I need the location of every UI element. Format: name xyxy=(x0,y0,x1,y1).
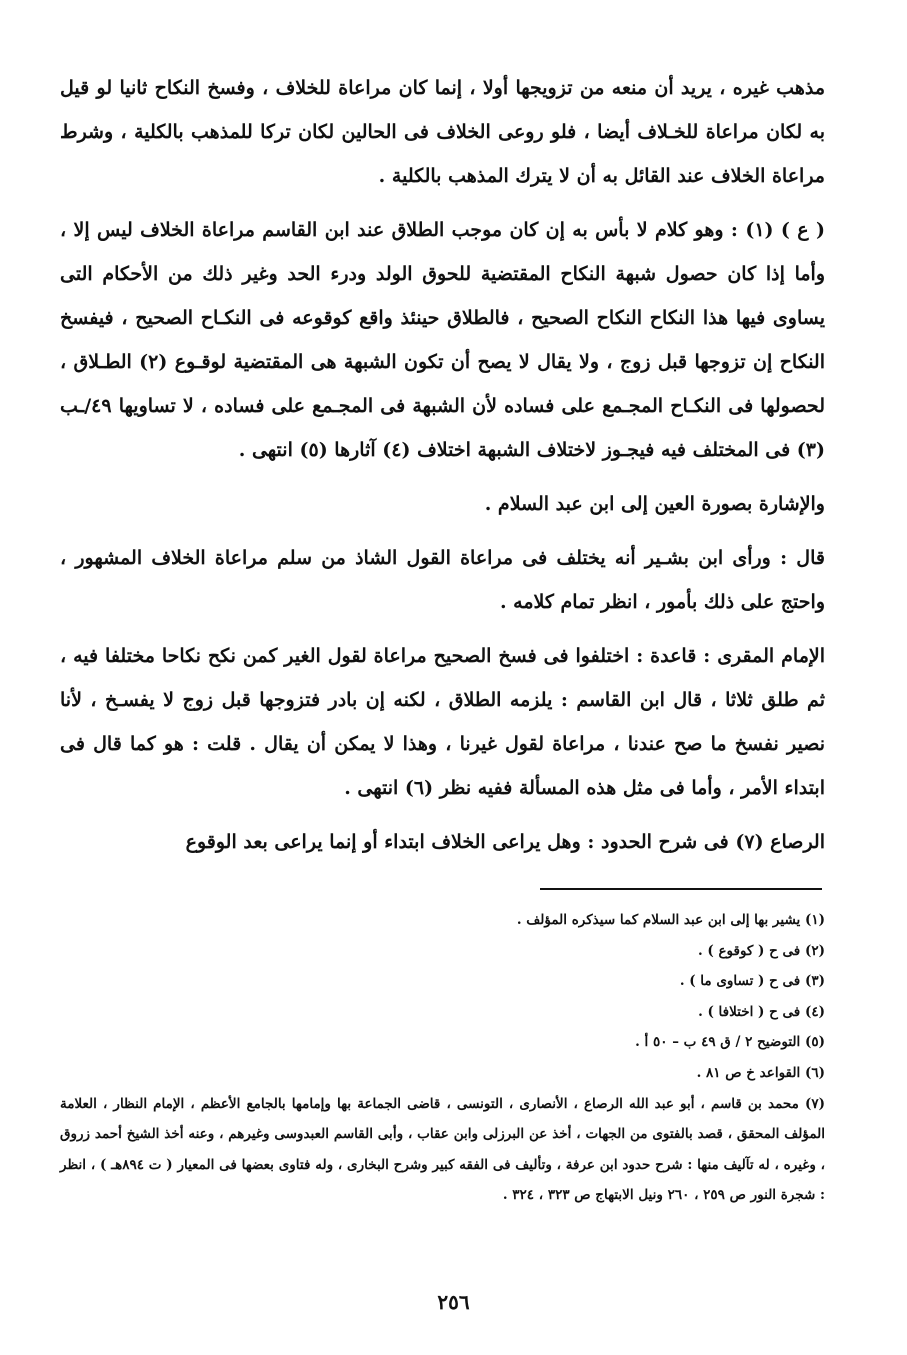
paragraph: ( ع ) (١) : وهو كلام لا بأس به إن كان موجب الطلاق عند ابن القاسم مراعاة الخلاف ليس إلا ، وأما إذا كان حصول شبهة النكاح المقتضية للحوق الولد ودرء الحد وغير ذلك من الأحكام التى يساوى فيها هذا النكاح النكاح الصحيح ، فالطلاق حينئذ واقع كوقوعه فى النكـاح الصحيح ، فيفسخ النكاح إن تزوجها قبل زوج ، ولا يقال لا يصح أن تكون الشبهة هى المقتضية لوقـوع (٢) الطـلاق ، لحصولها فى النكـاح المجـمع على فساده لأن الشبهة فى المجـمع على فساده ، لا تساويها ٤٩/ـب (٣) فى المختلف فيه فيجـوز لاختلاف الشبهة اختلاف (٤) آثارها (٥) انتهى . xyxy=(60,219,825,461)
footnote: (٢) فى ح ( كوقوع ) . xyxy=(697,942,825,959)
paragraph: الإمام المقرى : قاعدة : اختلفوا فى فسخ الصحيح مراعاة لقول الغير كمن نكح نكاحا مختلفا فيه ، ثم طلق ثلاثا ، قال ابن القاسم : يلزمه الطلاق ، لكنه إن بادر فتزوجها قبل زوج لا يفسـخ ، لأنا نصير نفسخ ما صح عندنا ، مراعاة لقول غيرنا ، وهذا لا يمكن أن يقال . قلت : هو كما قال فى ابتداء الأمر ، وأما فى مثل هذه المسألة ففيه نظر (٦) انتهى . xyxy=(60,645,825,799)
footnote: (٦) القواعد خ ص ٨١ . xyxy=(696,1064,825,1081)
footnote: (٧) محمد بن قاسم ، أبو عبد الله الرصاع ، الأنصارى ، التونسى ، قاضى الجماعة بها وإمامها بالجامع الأعظم ، الإمام النظار ، العلامة المؤلف المحقق ، قصد بالفتوى من الجهات ، أخذ عن البرزلى وابن عقاب ، وأبى القاسم العبدوسى وغيرهم ، وعنه أخذ الشيخ أحمد زروق ، وغيره ، له تآليف منها : شرح حدود ابن عرفة ، وتأليف فى الفقه كبير وشرح البخارى ، وله فتاوى بعضها فى المعيار ( ت ٨٩٤هـ ) ، انظر : شجرة النور ص ٢٥٩ ، ٢٦٠ ونيل الابتهاج ص ٣٢٣ ، ٣٢٤ . xyxy=(60,1095,825,1204)
footnotes-section xyxy=(60,905,825,1211)
footnote: (١) يشير بها إلى ابن عبد السلام كما سيذكره المؤلف . xyxy=(516,912,825,928)
paragraph: مذهب غيره ، يريد أن منعه من تزويجها أولا ، إنما كان مراعاة للخلاف ، وفسخ النكاح ثانيا لو قيل به لكان مراعاة للخـلاف أيضا ، فلو روعى الخلاف فى الحالين لكان تركا للمذهب بالكلية ، وشرط مراعاة الخلاف عند القائل به أن لا يترك المذهب بالكلية . xyxy=(60,77,825,187)
paragraph: قال : ورأى ابن بشـير أنه يختلف فى مراعاة القول الشاذ من سلم مراعاة الخلاف المشهور ، واحتج على ذلك بأمور ، انظر تمام كلامه . xyxy=(60,547,825,613)
footnote-separator xyxy=(540,888,822,890)
footnote: (٥) التوضيح ٢ / ق ٤٩ ب – ٥٠ أ . xyxy=(635,1034,825,1051)
page-number: ٢٥٦ xyxy=(437,1290,470,1314)
paragraph: الرصاع (٧) فى شرح الحدود : وهل يراعى الخلاف ابتداء أو إنما يراعى بعد الوقوع xyxy=(185,831,825,853)
footnote: (٤) فى ح ( اختلافا ) . xyxy=(698,1003,825,1020)
footnote: (٣) فى ح ( تساوى ما ) . xyxy=(679,973,825,990)
paragraph: والإشارة بصورة العين إلى ابن عبد السلام . xyxy=(484,493,825,515)
main-text-body xyxy=(60,66,825,874)
